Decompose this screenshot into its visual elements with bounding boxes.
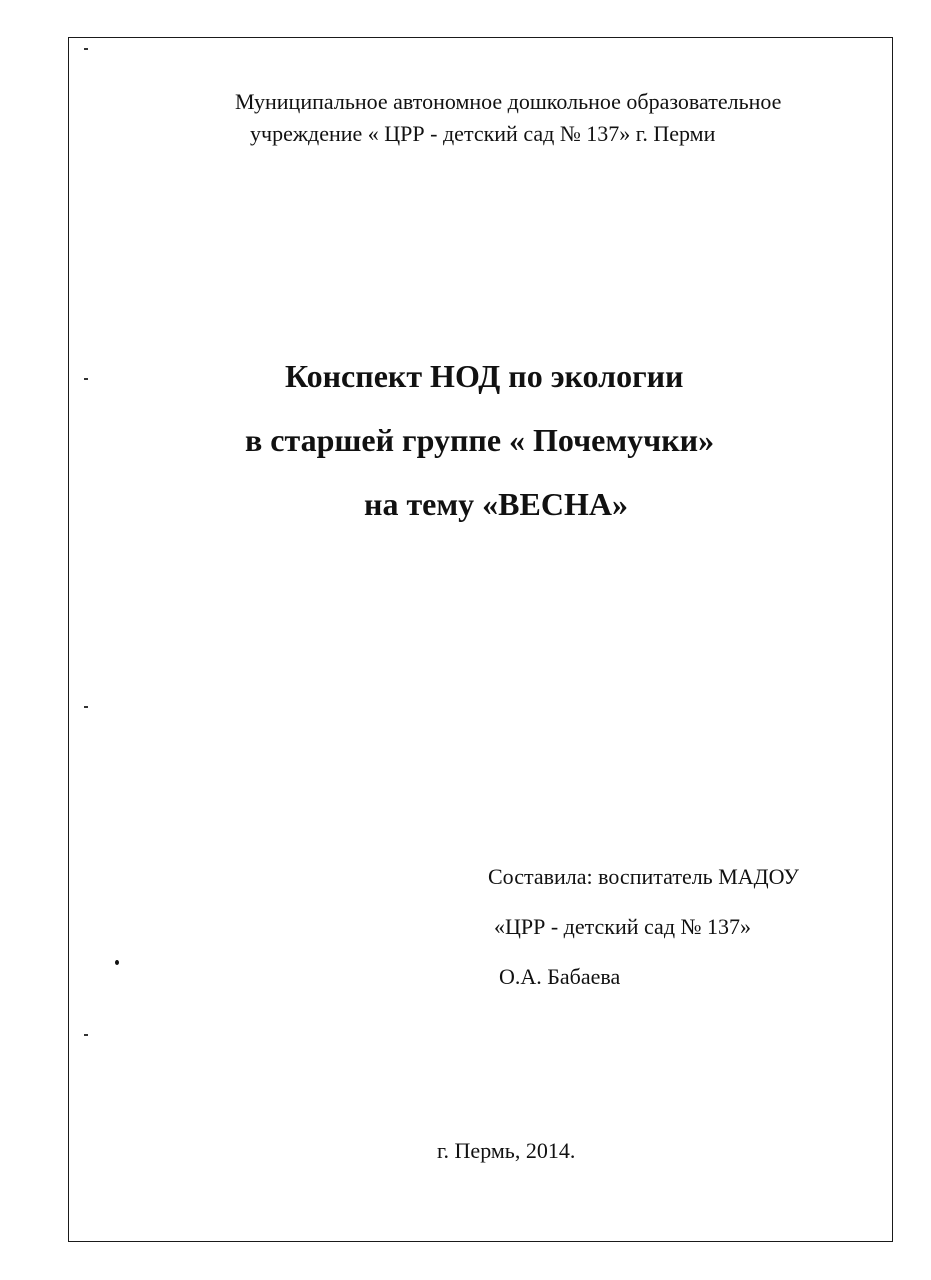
author-name: О.А. Бабаева: [499, 964, 621, 989]
institution-name-line2: учреждение « ЦРР - детский сад № 137» г. Перми: [250, 121, 716, 146]
margin-mark: [84, 48, 88, 50]
page-border-frame: [68, 37, 893, 1242]
place-and-year: г. Пермь, 2014.: [437, 1138, 576, 1163]
title-line2: в старшей группе « Почемучки»: [245, 422, 715, 458]
title-line1: Конспект НОД по экологии: [285, 358, 684, 394]
margin-mark: [84, 1034, 88, 1036]
author-line1: Составила: воспитатель МАДОУ: [488, 864, 799, 889]
margin-mark: [84, 706, 88, 708]
title-line3: на тему «ВЕСНА»: [364, 486, 628, 522]
scan-dot: [115, 960, 119, 965]
author-line2: «ЦРР - детский сад № 137»: [494, 914, 752, 939]
margin-mark: [84, 378, 88, 380]
institution-name-line1: Муниципальное автономное дошкольное образовательное: [235, 89, 782, 114]
